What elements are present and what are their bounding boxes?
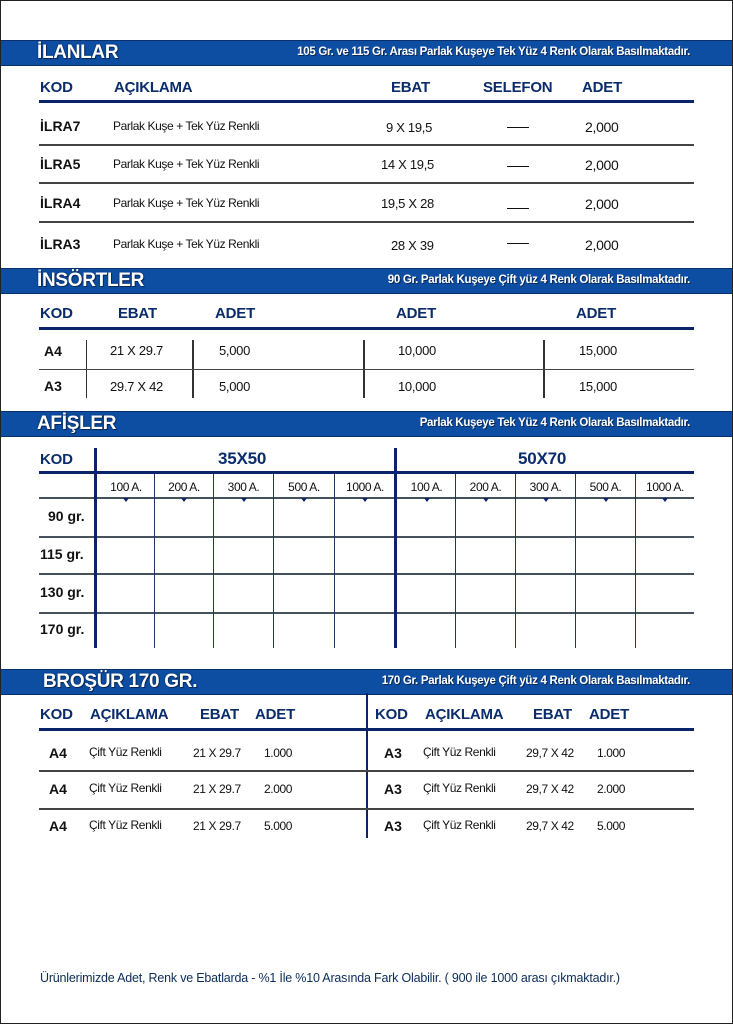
header-rule: [39, 100, 694, 103]
row-size: 29.7 X 42: [110, 379, 163, 394]
grid-column-divider: [515, 474, 516, 648]
row-code: A3: [384, 781, 402, 797]
weight-label: 115 gr.: [40, 546, 84, 562]
size-header-35x50: 35X50: [218, 449, 267, 468]
row-divider: [39, 808, 694, 810]
row-code: A4: [49, 745, 67, 761]
col-header-aciklama: AÇIKLAMA: [114, 79, 193, 96]
row-description: Çift Yüz Renkli: [89, 781, 162, 795]
row-code: İLRA5: [40, 156, 81, 172]
grid-column-divider: [575, 474, 576, 648]
quantity-header: 300 A.: [529, 480, 562, 494]
header-rule: [39, 471, 694, 474]
section-banner-insortler: [1, 268, 732, 294]
weight-label: 90 gr.: [48, 508, 85, 524]
section-note: Parlak Kuşeye Tek Yüz 4 Renk Olarak Basılmaktadır.: [419, 417, 690, 429]
row-quantity: 2,000: [585, 237, 619, 253]
selefon-dash: [507, 208, 529, 209]
row-quantity: 1.000: [264, 746, 293, 760]
section-note: 105 Gr. ve 115 Gr. Arası Parlak Kuşeye Tek Yüz 4 Renk Olarak Basılmaktadır.: [297, 46, 690, 58]
row-quantity: 10,000: [398, 379, 436, 394]
col-header-selefon: SELEFON: [483, 79, 553, 96]
section-title: AFİŞLER: [37, 413, 117, 434]
row-description: Parlak Kuşe + Tek Yüz Renkli: [113, 157, 260, 171]
quantity-header: 200 A.: [469, 480, 502, 494]
row-code: A3: [384, 818, 402, 834]
quantity-header: 500 A.: [589, 480, 622, 494]
col-header-ebat: EBAT: [118, 305, 157, 322]
row-size: 21 X 29.7: [110, 343, 163, 358]
row-description: Parlak Kuşe + Tek Yüz Renkli: [113, 196, 260, 210]
col-header-adet: ADET: [215, 305, 256, 322]
row-divider: [39, 182, 694, 184]
row-quantity: 2,000: [585, 157, 619, 173]
quantity-header: 200 A.: [168, 480, 200, 494]
row-size: 9 X 19,5: [386, 120, 433, 135]
marker-triangle-icon: [424, 498, 430, 502]
row-description: Çift Yüz Renkli: [89, 818, 162, 832]
row-description: Parlak Kuşe + Tek Yüz Renkli: [113, 237, 260, 251]
row-code: A4: [44, 343, 62, 359]
row-description: Çift Yüz Renkli: [423, 818, 496, 832]
selefon-dash: [507, 127, 529, 128]
selefon-dash: [507, 166, 529, 167]
row-size: 21 X 29.7: [193, 819, 241, 833]
row-code: A4: [49, 781, 67, 797]
marker-triangle-icon: [603, 498, 609, 502]
weight-label: 170 gr.: [40, 621, 85, 637]
row-quantity: 5.000: [597, 819, 626, 833]
quantity-header: 1000 A.: [346, 480, 384, 494]
row-quantity: 2.000: [264, 782, 293, 796]
col-header-kod: KOD: [375, 706, 408, 723]
row-quantity: 15,000: [579, 379, 617, 394]
row-divider: [39, 221, 694, 223]
column-divider: [366, 693, 368, 838]
header-rule: [39, 327, 694, 330]
row-code: İLRA3: [40, 236, 81, 252]
row-quantity: 15,000: [579, 343, 617, 358]
row-description: Parlak Kuşe + Tek Yüz Renkli: [113, 119, 260, 133]
grid-row-divider: [39, 536, 694, 538]
col-header-kod: KOD: [40, 451, 73, 468]
section-note: 90 Gr. Parlak Kuşeye Çift yüz 4 Renk Olarak Basılmaktadır.: [387, 274, 690, 286]
weight-label: 130 gr.: [40, 584, 85, 600]
col-header-kod: KOD: [40, 706, 73, 723]
row-code: A4: [49, 818, 67, 834]
quantity-header: 100 A.: [110, 480, 142, 494]
col-header-adet: ADET: [255, 706, 296, 723]
row-quantity: 5,000: [219, 379, 251, 394]
grid-column-divider: [334, 474, 335, 648]
row-quantity: 10,000: [398, 343, 436, 358]
section-banner-brosur: [1, 669, 732, 695]
grid-row-divider: [39, 612, 694, 614]
grid-column-divider: [273, 474, 274, 648]
row-quantity: 1.000: [597, 746, 626, 760]
marker-triangle-icon: [662, 498, 668, 502]
row-code: A3: [44, 378, 62, 394]
quantity-header: 100 A.: [410, 480, 443, 494]
col-header-adet: ADET: [582, 79, 623, 96]
row-quantity: 5.000: [264, 819, 293, 833]
grid-column-divider: [455, 474, 456, 648]
row-description: Çift Yüz Renkli: [89, 745, 162, 759]
marker-triangle-icon: [483, 498, 489, 502]
section-banner-afisler: [1, 411, 732, 437]
row-divider: [39, 369, 694, 370]
footer-note: Ürünlerimizde Adet, Renk ve Ebatlarda - %1 İle %10 Arasında Fark Olabilir. ( 900 ile 1000 arası çıkmaktadır.): [40, 971, 620, 985]
row-size: 29,7 X 42: [526, 819, 574, 833]
section-title: İNSÖRTLER: [37, 270, 145, 291]
row-description: Çift Yüz Renkli: [423, 745, 496, 759]
col-header-ebat: EBAT: [533, 706, 572, 723]
col-header-adet: ADET: [589, 706, 630, 723]
section-note: 170 Gr. Parlak Kuşeye Çift yüz 4 Renk Olarak Basılmaktadır.: [381, 675, 690, 687]
selefon-dash: [507, 243, 529, 244]
grid-size-divider: [394, 448, 397, 648]
grid-kod-divider: [94, 448, 97, 648]
row-size: 21 X 29.7: [193, 782, 241, 796]
col-header-kod: KOD: [40, 79, 73, 96]
grid-column-divider: [154, 474, 155, 648]
col-header-kod: KOD: [40, 305, 73, 322]
grid-row-divider: [39, 573, 694, 575]
col-header-adet: ADET: [576, 305, 617, 322]
row-size: 29,7 X 42: [526, 782, 574, 796]
section-title: İLANLAR: [37, 42, 119, 63]
row-size: 29,7 X 42: [526, 746, 574, 760]
grid-column-divider: [213, 474, 214, 648]
row-quantity: 5,000: [219, 343, 251, 358]
row-code: İLRA4: [40, 195, 81, 211]
row-quantity: 2,000: [585, 196, 619, 212]
row-quantity: 2,000: [585, 119, 619, 135]
row-divider: [39, 770, 694, 772]
quantity-header: 1000 A.: [646, 480, 684, 494]
row-size: 19,5 X 28: [381, 196, 434, 211]
row-divider: [39, 144, 694, 146]
col-header-ebat: EBAT: [391, 79, 430, 96]
row-size: 14 X 19,5: [381, 157, 434, 172]
marker-triangle-icon: [181, 498, 187, 502]
row-code: İLRA7: [40, 118, 81, 134]
col-header-ebat: EBAT: [200, 706, 239, 723]
col-header-aciklama: AÇIKLAMA: [425, 706, 504, 723]
row-quantity: 2.000: [597, 782, 626, 796]
row-description: Çift Yüz Renkli: [423, 781, 496, 795]
size-header-50x70: 50X70: [518, 449, 567, 468]
row-size: 21 X 29.7: [193, 746, 241, 760]
marker-triangle-icon: [241, 498, 247, 502]
col-header-aciklama: AÇIKLAMA: [90, 706, 169, 723]
quantity-header: 300 A.: [227, 480, 260, 494]
row-code: A3: [384, 745, 402, 761]
col-header-adet: ADET: [396, 305, 437, 322]
marker-triangle-icon: [301, 498, 307, 502]
section-title: BROŞÜR 170 GR.: [43, 671, 198, 692]
quantity-header: 500 A.: [288, 480, 320, 494]
grid-column-divider: [635, 474, 636, 648]
section-banner-ilanlar: [1, 40, 732, 66]
marker-triangle-icon: [362, 498, 368, 502]
row-size: 28 X 39: [391, 238, 434, 253]
marker-triangle-icon: [123, 498, 129, 502]
marker-triangle-icon: [543, 498, 549, 502]
